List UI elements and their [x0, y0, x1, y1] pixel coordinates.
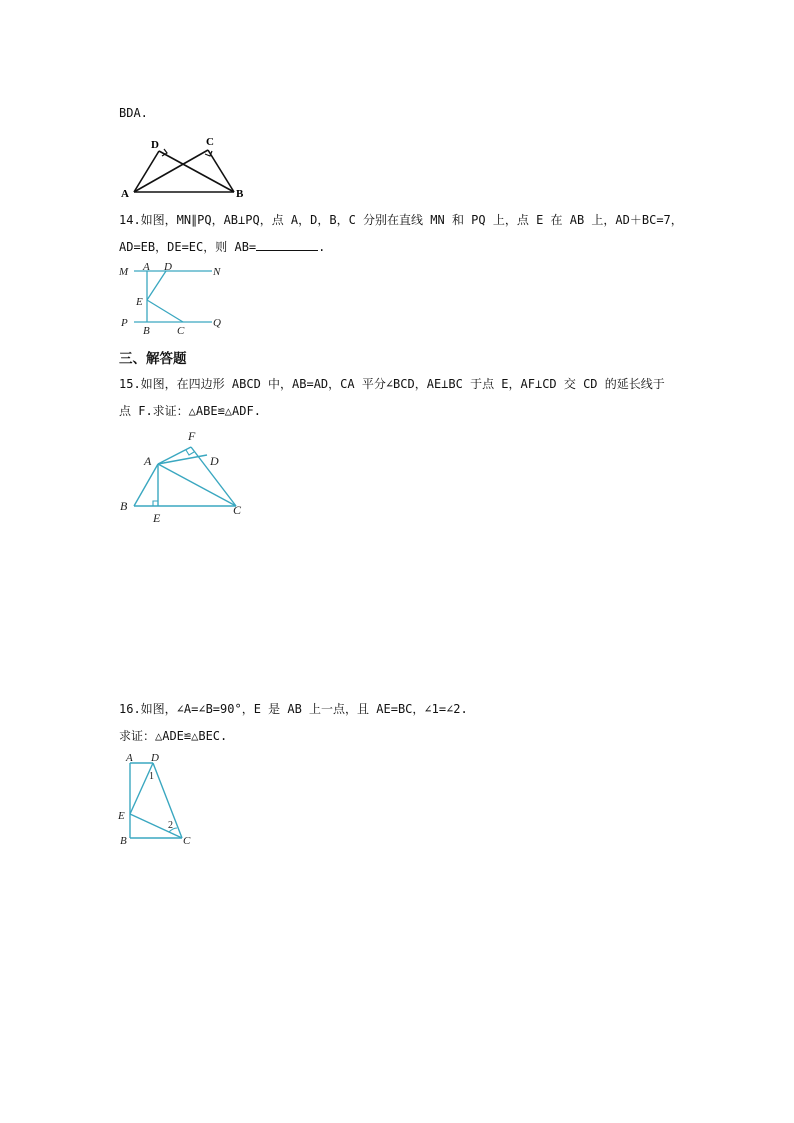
- figure-15: [115, 425, 255, 525]
- fig13-label-A: A: [121, 188, 129, 200]
- fig14-label-Q: Q: [213, 317, 221, 329]
- fig14-label-E: E: [136, 296, 143, 308]
- fig15-label-C: C: [233, 503, 242, 517]
- q13-tail: BDA.: [119, 106, 148, 120]
- fig14-label-D: D: [164, 261, 172, 273]
- fig16-label-A: A: [126, 752, 133, 764]
- q14-answer-blank[interactable]: [256, 238, 318, 251]
- section-heading-answers: 三、解答题: [119, 351, 187, 367]
- fig15-label-E: E: [153, 511, 161, 525]
- fig14-label-M: M: [119, 266, 129, 278]
- q16-line1: 16.如图，∠A=∠B=90°，E 是 AB 上一点，且 AE=BC，∠1=∠2.: [119, 702, 468, 716]
- fig14-label-A: A: [143, 261, 150, 273]
- fig16-label-E: E: [118, 810, 125, 822]
- fig15-label-B: B: [120, 499, 128, 513]
- fig14-label-B: B: [143, 325, 150, 337]
- fig13-label-D: D: [151, 139, 159, 151]
- q14-line2: [119, 238, 325, 256]
- figure-16: [115, 748, 205, 848]
- fig15-label-A: A: [144, 454, 152, 468]
- fig16-label-B: B: [120, 835, 127, 847]
- fig15-label-F: F: [188, 429, 196, 443]
- fig15-label-D: D: [210, 454, 219, 468]
- fig14-label-C: C: [177, 325, 185, 337]
- figure-14: [115, 260, 235, 338]
- fig13-label-C: C: [206, 136, 214, 148]
- fig16-angle-1: 1: [149, 771, 154, 782]
- fig16-label-D: D: [151, 752, 159, 764]
- q16-line2: 求证：△ADE≌△BEC.: [119, 729, 228, 743]
- q14-line2-text: AD=EB，DE=EC，则 AB=: [119, 240, 257, 254]
- q15-line1: 15.如图，在四边形 ABCD 中，AB=AD，CA 平分∠BCD，AE⊥BC 于点 E，AF⊥CD 交 CD 的延长线于: [119, 377, 665, 391]
- fig13-label-B: B: [236, 188, 244, 200]
- q14-line2-end: .: [318, 240, 326, 254]
- fig14-label-N: N: [213, 266, 221, 278]
- fig16-angle-2: 2: [168, 820, 173, 831]
- fig16-label-C: C: [183, 835, 191, 847]
- q15-line2: 点 F.求证：△ABE≌△ADF.: [119, 404, 261, 418]
- figure-13: [118, 130, 258, 202]
- q14-line1: 14.如图，MN∥PQ，AB⊥PQ，点 A，D，B，C 分别在直线 MN 和 PQ 上，点 E 在 AB 上，AD＋BC=7，: [119, 213, 683, 227]
- fig14-label-P: P: [121, 317, 128, 329]
